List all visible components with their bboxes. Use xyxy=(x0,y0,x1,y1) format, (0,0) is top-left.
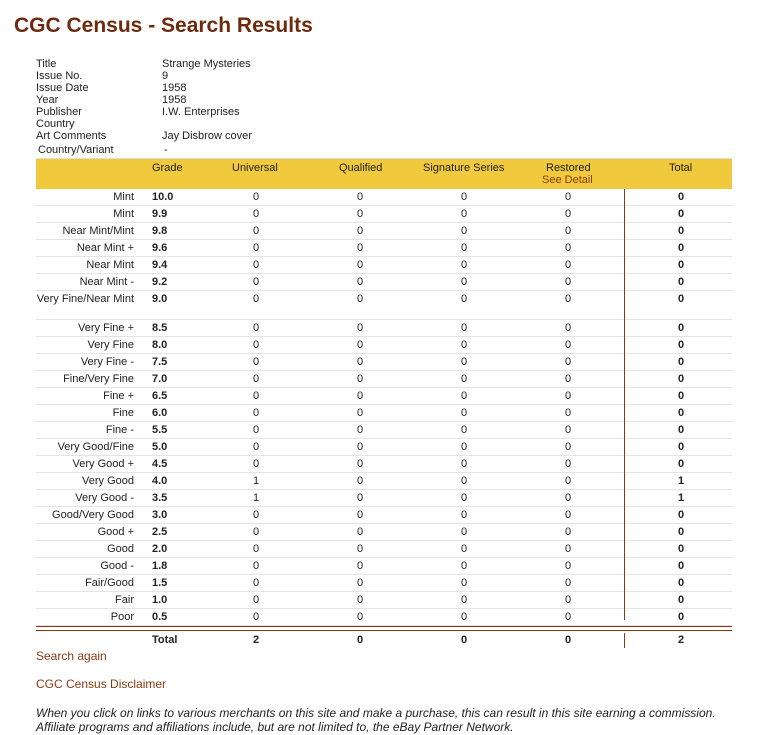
universal-count: 0 xyxy=(252,322,260,334)
restored-count: 0 xyxy=(564,225,572,237)
qualified-count: 0 xyxy=(356,441,364,453)
comic-info xyxy=(36,58,252,142)
grade-name: Good - xyxy=(100,560,134,572)
universal-count: 0 xyxy=(252,373,260,385)
grade-name: Poor xyxy=(110,611,134,623)
universal-count: 0 xyxy=(252,242,260,254)
grade-value: 5.5 xyxy=(152,424,168,436)
restored-count: 0 xyxy=(564,242,572,254)
grade-value: 8.0 xyxy=(152,339,168,351)
total-count: 0 xyxy=(677,322,685,334)
universal-count: 0 xyxy=(252,191,260,203)
country-variant-value: - xyxy=(164,144,168,156)
total-count: 0 xyxy=(677,441,685,453)
grade-value: 5.0 xyxy=(152,441,168,453)
signature-count: 0 xyxy=(460,293,468,305)
totals-column-divider xyxy=(624,633,625,648)
total-count: 0 xyxy=(677,390,685,402)
info-row xyxy=(36,130,252,142)
grade-name: Near Mint xyxy=(86,259,134,271)
signature-count: 0 xyxy=(460,492,468,504)
table-row xyxy=(36,439,732,456)
info-value: Jay Disbrow cover xyxy=(162,130,252,142)
grade-value: 9.2 xyxy=(152,276,168,288)
grade-name: Fine xyxy=(112,407,134,419)
table-row xyxy=(36,524,732,541)
qualified-count: 0 xyxy=(356,322,364,334)
grade-name: Fine - xyxy=(105,424,134,436)
totals-row xyxy=(36,633,732,649)
restored-count: 0 xyxy=(564,492,572,504)
restored-count: 0 xyxy=(564,208,572,220)
header-grade: Grade xyxy=(152,162,183,174)
grade-value: 8.5 xyxy=(152,322,168,334)
table-row xyxy=(36,206,732,223)
universal-count: 0 xyxy=(252,208,260,220)
country-variant-label: Country/Variant xyxy=(38,144,114,156)
grade-name: Very Good xyxy=(82,475,134,487)
signature-count: 0 xyxy=(460,475,468,487)
total-count: 0 xyxy=(677,259,685,271)
table-row xyxy=(36,490,732,507)
universal-count: 0 xyxy=(252,276,260,288)
table-row xyxy=(36,609,732,626)
grade-name: Very Fine xyxy=(87,339,134,351)
total-restored: 0 xyxy=(564,634,572,646)
grade-value: 7.5 xyxy=(152,356,168,368)
info-label: Title xyxy=(36,58,57,70)
grade-value: 3.5 xyxy=(152,492,168,504)
universal-count: 0 xyxy=(252,424,260,436)
grade-value: 6.5 xyxy=(152,390,168,402)
grade-name: Good + xyxy=(97,526,134,538)
universal-count: 0 xyxy=(252,526,260,538)
qualified-count: 0 xyxy=(356,424,364,436)
signature-count: 0 xyxy=(460,560,468,572)
grade-value: 1.8 xyxy=(152,560,168,572)
grade-name: Near Mint + xyxy=(76,242,134,254)
qualified-count: 0 xyxy=(356,543,364,555)
total-count: 0 xyxy=(677,225,685,237)
universal-count: 0 xyxy=(252,259,260,271)
signature-count: 0 xyxy=(460,259,468,271)
header-restored: Restored xyxy=(546,162,591,174)
header-qualified: Qualified xyxy=(339,162,383,174)
grade-value: 4.0 xyxy=(152,475,168,487)
restored-count: 0 xyxy=(564,293,572,305)
grade-value: 1.0 xyxy=(152,594,168,606)
grade-name: Near Mint - xyxy=(79,276,134,288)
table-row xyxy=(36,473,732,490)
signature-count: 0 xyxy=(460,458,468,470)
grade-name: Fine/Very Fine xyxy=(63,373,134,385)
page-title: CGC Census - Search Results xyxy=(14,14,313,37)
restored-count: 0 xyxy=(564,560,572,572)
universal-count: 0 xyxy=(252,577,260,589)
qualified-count: 0 xyxy=(356,526,364,538)
restored-count: 0 xyxy=(564,509,572,521)
universal-count: 0 xyxy=(252,594,260,606)
table-row xyxy=(36,405,732,422)
total-count: 0 xyxy=(677,577,685,589)
grade-name: Very Good/Fine xyxy=(57,441,134,453)
qualified-count: 0 xyxy=(356,191,364,203)
qualified-count: 0 xyxy=(356,208,364,220)
qualified-count: 0 xyxy=(356,259,364,271)
universal-count: 0 xyxy=(252,441,260,453)
info-label: Year xyxy=(36,94,59,106)
signature-count: 0 xyxy=(460,373,468,385)
qualified-count: 0 xyxy=(356,560,364,572)
census-disclaimer-link[interactable]: CGC Census Disclaimer xyxy=(36,677,167,691)
table-row xyxy=(36,371,732,388)
grade-name: Good/Very Good xyxy=(52,509,134,521)
signature-count: 0 xyxy=(460,208,468,220)
restored-count: 0 xyxy=(564,322,572,334)
restored-count: 0 xyxy=(564,276,572,288)
affiliate-disclosure: When you click on links to various merchants on this site and make a purchase, this can result in this site earning a commission. Affiliate programs and affiliations include, but are not limited to, the eBay Partner Network. xyxy=(36,706,716,734)
info-row xyxy=(36,94,252,106)
total-count: 0 xyxy=(677,543,685,555)
signature-count: 0 xyxy=(460,526,468,538)
table-row xyxy=(36,558,732,575)
restored-count: 0 xyxy=(564,441,572,453)
qualified-count: 0 xyxy=(356,577,364,589)
restored-count: 0 xyxy=(564,407,572,419)
table-row xyxy=(36,507,732,524)
grade-value: 9.4 xyxy=(152,259,168,271)
qualified-count: 0 xyxy=(356,242,364,254)
info-value: I.W. Enterprises xyxy=(162,106,240,118)
grade-name: Very Good + xyxy=(72,458,134,470)
table-row xyxy=(36,575,732,592)
total-count: 0 xyxy=(677,594,685,606)
total-count: 0 xyxy=(677,293,685,305)
total-count: 0 xyxy=(677,208,685,220)
info-row xyxy=(36,106,252,118)
signature-count: 0 xyxy=(460,424,468,436)
table-row xyxy=(36,291,732,320)
total-count: 0 xyxy=(677,611,685,623)
grade-value: 7.0 xyxy=(152,373,168,385)
table-row xyxy=(36,189,732,206)
universal-count: 1 xyxy=(252,492,260,504)
qualified-count: 0 xyxy=(356,492,364,504)
info-label: Publisher xyxy=(36,106,82,118)
restored-count: 0 xyxy=(564,424,572,436)
grade-name: Fair xyxy=(115,594,134,606)
universal-count: 0 xyxy=(252,543,260,555)
signature-count: 0 xyxy=(460,322,468,334)
qualified-count: 0 xyxy=(356,276,364,288)
universal-count: 0 xyxy=(252,390,260,402)
universal-count: 0 xyxy=(252,509,260,521)
grade-name: Fine + xyxy=(103,390,134,402)
info-label: Country xyxy=(36,118,75,130)
signature-count: 0 xyxy=(460,543,468,555)
universal-count: 0 xyxy=(252,407,260,419)
qualified-count: 0 xyxy=(356,390,364,402)
totals-label: Total xyxy=(152,634,178,646)
universal-count: 0 xyxy=(252,339,260,351)
total-count: 0 xyxy=(677,407,685,419)
grade-name: Very Fine/Near Mint xyxy=(36,293,134,305)
table-row xyxy=(36,257,732,274)
qualified-count: 0 xyxy=(356,594,364,606)
see-detail-link[interactable]: See Detail xyxy=(542,174,593,186)
grade-value: 2.5 xyxy=(152,526,168,538)
table-row xyxy=(36,240,732,257)
universal-count: 0 xyxy=(252,293,260,305)
header-universal: Universal xyxy=(232,162,278,174)
total-count: 0 xyxy=(677,276,685,288)
qualified-count: 0 xyxy=(356,458,364,470)
info-value: 1958 xyxy=(162,94,187,106)
table-row xyxy=(36,456,732,473)
total-count: 0 xyxy=(677,458,685,470)
census-table-header xyxy=(36,159,732,189)
total-count: 1 xyxy=(677,475,685,487)
qualified-count: 0 xyxy=(356,611,364,623)
signature-count: 0 xyxy=(460,594,468,606)
restored-count: 0 xyxy=(564,191,572,203)
universal-count: 0 xyxy=(252,225,260,237)
grade-name: Mint xyxy=(113,191,134,203)
universal-count: 0 xyxy=(252,611,260,623)
signature-count: 0 xyxy=(460,356,468,368)
country-variant-row xyxy=(36,142,732,159)
census-table xyxy=(36,189,732,626)
grade-value: 9.6 xyxy=(152,242,168,254)
info-value: 9 xyxy=(162,70,169,82)
total-total: 2 xyxy=(677,634,685,646)
total-signature: 0 xyxy=(460,634,468,646)
restored-count: 0 xyxy=(564,475,572,487)
grade-name: Very Fine - xyxy=(80,356,134,368)
signature-count: 0 xyxy=(460,577,468,589)
column-divider xyxy=(624,189,625,620)
universal-count: 0 xyxy=(252,560,260,572)
grade-value: 6.0 xyxy=(152,407,168,419)
info-value: Strange Mysteries xyxy=(162,58,251,70)
universal-count: 1 xyxy=(252,475,260,487)
signature-count: 0 xyxy=(460,390,468,402)
grade-value: 9.9 xyxy=(152,208,168,220)
total-count: 0 xyxy=(677,191,685,203)
table-row xyxy=(36,337,732,354)
qualified-count: 0 xyxy=(356,373,364,385)
table-row xyxy=(36,388,732,405)
qualified-count: 0 xyxy=(356,475,364,487)
table-row xyxy=(36,274,732,291)
signature-count: 0 xyxy=(460,407,468,419)
header-total: Total xyxy=(669,162,693,174)
header-signature-series: Signature Series xyxy=(423,162,505,174)
qualified-count: 0 xyxy=(356,356,364,368)
info-row xyxy=(36,58,252,70)
restored-count: 0 xyxy=(564,356,572,368)
grade-value: 10.0 xyxy=(152,191,174,203)
table-row xyxy=(36,354,732,371)
table-row xyxy=(36,320,732,337)
grade-name: Near Mint/Mint xyxy=(62,225,134,237)
total-count: 1 xyxy=(677,492,685,504)
signature-count: 0 xyxy=(460,276,468,288)
restored-count: 0 xyxy=(564,526,572,538)
restored-count: 0 xyxy=(564,390,572,402)
grade-value: 9.0 xyxy=(152,293,168,305)
total-count: 0 xyxy=(677,339,685,351)
grade-value: 4.5 xyxy=(152,458,168,470)
grade-name: Very Good - xyxy=(75,492,134,504)
restored-count: 0 xyxy=(564,259,572,271)
search-again-link[interactable]: Search again xyxy=(36,649,107,663)
info-row xyxy=(36,118,252,130)
restored-count: 0 xyxy=(564,458,572,470)
total-universal: 2 xyxy=(252,634,260,646)
total-count: 0 xyxy=(677,373,685,385)
info-row xyxy=(36,82,252,94)
table-row xyxy=(36,541,732,558)
info-label: Art Comments xyxy=(36,130,107,142)
info-label: Issue Date xyxy=(36,82,89,94)
table-row xyxy=(36,592,732,609)
universal-count: 0 xyxy=(252,458,260,470)
grade-name: Very Fine + xyxy=(78,322,134,334)
signature-count: 0 xyxy=(460,611,468,623)
grade-value: 2.0 xyxy=(152,543,168,555)
qualified-count: 0 xyxy=(356,293,364,305)
signature-count: 0 xyxy=(460,191,468,203)
signature-count: 0 xyxy=(460,509,468,521)
signature-count: 0 xyxy=(460,339,468,351)
signature-count: 0 xyxy=(460,242,468,254)
info-row xyxy=(36,70,252,82)
total-count: 0 xyxy=(677,356,685,368)
restored-count: 0 xyxy=(564,339,572,351)
restored-count: 0 xyxy=(564,611,572,623)
total-qualified: 0 xyxy=(356,634,364,646)
grade-name: Mint xyxy=(113,208,134,220)
total-count: 0 xyxy=(677,242,685,254)
restored-count: 0 xyxy=(564,594,572,606)
grade-value: 9.8 xyxy=(152,225,168,237)
restored-count: 0 xyxy=(564,577,572,589)
total-count: 0 xyxy=(677,509,685,521)
universal-count: 0 xyxy=(252,356,260,368)
qualified-count: 0 xyxy=(356,339,364,351)
grade-value: 3.0 xyxy=(152,509,168,521)
restored-count: 0 xyxy=(564,543,572,555)
info-label: Issue No. xyxy=(36,70,83,82)
grade-value: 0.5 xyxy=(152,611,168,623)
restored-count: 0 xyxy=(564,373,572,385)
qualified-count: 0 xyxy=(356,509,364,521)
grade-name: Fair/Good xyxy=(85,577,134,589)
signature-count: 0 xyxy=(460,441,468,453)
table-row xyxy=(36,422,732,439)
qualified-count: 0 xyxy=(356,407,364,419)
total-count: 0 xyxy=(677,424,685,436)
grade-value: 1.5 xyxy=(152,577,168,589)
grade-name: Good xyxy=(107,543,134,555)
info-value: 1958 xyxy=(162,82,187,94)
totals-divider xyxy=(36,626,732,631)
total-count: 0 xyxy=(677,560,685,572)
qualified-count: 0 xyxy=(356,225,364,237)
signature-count: 0 xyxy=(460,225,468,237)
total-count: 0 xyxy=(677,526,685,538)
table-row xyxy=(36,223,732,240)
